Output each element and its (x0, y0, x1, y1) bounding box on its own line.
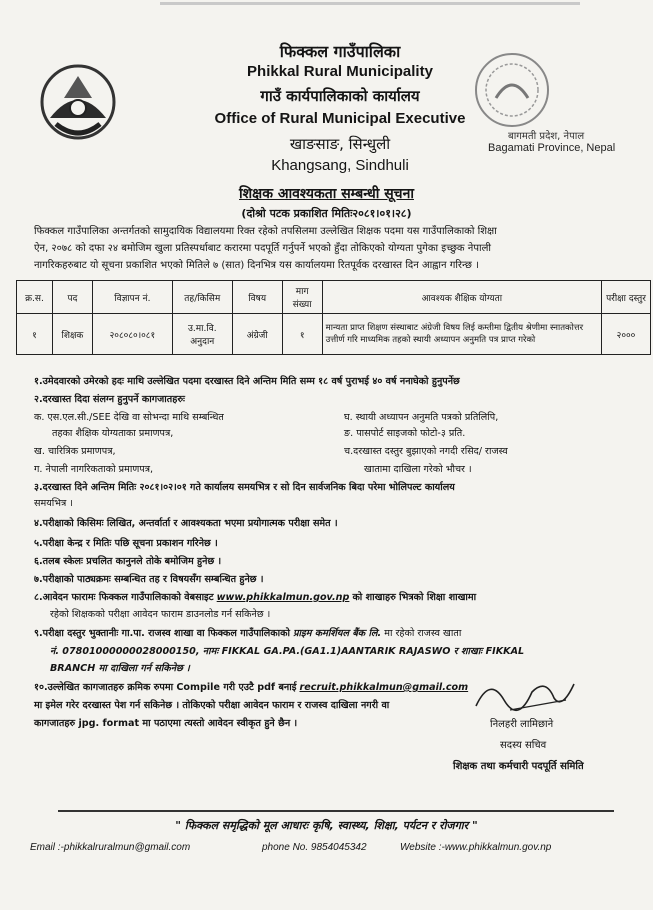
cell-qualification: मान्यता प्राप्त शिक्षण संस्थाबाट अंग्रेजी विषय लिई कम्तीमा द्वितीय श्रेणीमा स्नातकोत्तर उत्तीर्ण गरि माध्यमिक तहको स्थायी अध्यापन अनुमति पत्र प्राप्त गरेको (322, 314, 601, 355)
cell-adv-no: २०८०८०।०८१ (92, 314, 172, 355)
recruit-email-link[interactable]: recruit.phikkalmun@gmail.com (299, 682, 469, 693)
term-documents-heading: २.दरखास्त दिदा संलग्न हुनुपर्ने कागजातहरुः (34, 394, 186, 405)
term-salary: ६.तलब स्केलः प्रचलित कानुनले तोके बमोजिम हुनेछ । (34, 556, 222, 567)
term-fee-text-cont: मा रहेको राजस्व खाता (384, 628, 462, 639)
signer-name: निलहरी लामिछाने (490, 719, 554, 730)
footer-email[interactable]: Email :-phikkalruralmun@gmail.com (30, 842, 191, 853)
term-fee-account: नं. 07801000000028000150, नामः FIKKAL GA.PA.(GA1.1)AANTARIK RAJASWO र शाखाः FIKKAL (50, 646, 525, 657)
term-exam-type: ४.परीक्षाको किसिमः लिखित, अन्तर्वार्ता र आवश्यकता भएमा प्रयोगात्मक परीक्षा समेत । (34, 518, 338, 529)
col-header-fee: परीक्षा दस्तुर (602, 281, 651, 314)
notice-intro (34, 223, 618, 274)
signature-icon (470, 670, 580, 716)
committee-name: शिक्षक तथा कर्मचारी पदपूर्ति समिति (453, 761, 584, 772)
doc-item: च.दरखास्त दस्तुर बुझाएको नगदी रसिद/ राजस्व (344, 446, 508, 457)
notice-subtitle: (दोश्रो पटक प्रकाशित मितिः२०८१।०१।२८) (241, 207, 412, 220)
term-form-text-cont: को शाखाहरु भित्रको शिक्षा शाखामा (352, 592, 477, 603)
cell-post: शिक्षक (52, 314, 92, 355)
scan-edge (160, 2, 580, 5)
doc-item: ङ. पासपोर्ट साइजको फोटो-३ प्रति. (344, 428, 466, 439)
location-np: खाङसाङ, सिन्धुली (289, 135, 391, 153)
term-form-text: ८.आवेदन फारामः फिक्कल गाउँपालिकाको वेबसाइट (34, 592, 214, 603)
term-fee-branch: BRANCH मा दाखिला गर्न सकिनेछ । (50, 663, 190, 674)
footer-phone: phone No. 9854045342 (262, 842, 367, 853)
cell-level: उ.मा.वि. अनुदान (172, 314, 232, 355)
term-deadline-cont: समयभित्र । (34, 498, 73, 509)
bank-name: प्राइम कमर्शियल बैंक लि. (293, 628, 382, 639)
notice-title: शिक्षक आवश्यकता सम्बन्धी सूचना (239, 186, 414, 202)
province-stamp-icon (470, 48, 554, 132)
vacancy-table (16, 280, 651, 355)
doc-item: ख. चारित्रिक प्रमाणपत्र, (34, 446, 116, 457)
term-submission-cont: मा इमेल गरेर दरखास्त पेश गर्न सकिनेछ । तोकिएको परीक्षा आवेदन फाराम र राजस्व दाखिला नगरी वा (34, 700, 390, 711)
office-name-np: गाउँ कार्यपालिकाको कार्यालय (260, 87, 420, 105)
doc-item: तहका शैक्षिक योग्यताका प्रमाणपत्र, (52, 428, 174, 439)
term-form-download: रहेको शिक्षकको परीक्षा आवेदन फाराम डाउनलोड गर्न सकिनेछ । (50, 609, 271, 620)
cell-subject: अंग्रेजी (232, 314, 282, 355)
term-syllabus: ७.परीक्षाको पाठ्यक्रमः सम्बन्धित तह र विषयसँग सम्बन्धित हुनेछ । (34, 574, 264, 585)
col-header-adv-no: विज्ञापन नं. (92, 281, 172, 314)
term-deadline-text: ३.दरखास्त दिने अन्तिम मितिः २०८१।०२।०१ गते कार्यालय समयभित्र र सो दिन सार्वजनिक बिदा परेमा भोलिपल्ट कार्यालय (34, 482, 455, 493)
term-age-limit: १.उमेदवारको उमेरको हदः माथि उल्लेखित पदमा दरखास्त दिने अन्तिम मिति सम्म १८ वर्ष पुराभई ४० वर्ष ननाघेको हुनुपर्नेछ (34, 376, 460, 387)
intro-line: नागरिकहरुबाट यो सूचना प्रकाशित भएको मितिले ७ (सात) दिनभित्र यस कार्यालयमा रितपूर्वक दरखास्त दिन आह्वान गरिन्छ । (34, 260, 479, 271)
footer-divider (58, 810, 614, 812)
table-row (17, 314, 651, 355)
cell-fee: २००० (602, 314, 651, 355)
cell-count: १ (282, 314, 322, 355)
col-header-count: माग संख्या (282, 281, 322, 314)
term-application-form (34, 590, 476, 603)
term-exam-centre: ५.परीक्षा केन्द्र र मितिः पछि सूचना प्रकाशन गरिनेछ । (34, 538, 218, 549)
office-name-en: Office of Rural Municipal Executive (214, 110, 466, 127)
municipality-name-en: Phikkal Rural Municipality (247, 63, 433, 80)
location-en: Khangsang, Sindhuli (271, 157, 409, 174)
term-submission-text: १०.उल्लेखित कागजातहरु क्रमिक रुपमा Compile गरी एउटै pdf बनाई (34, 682, 297, 693)
term-submission-warning: कागजातहरु jpg. format मा पठाएमा त्यस्तो आवेदन स्वीकृत हुने छैन । (34, 718, 298, 729)
intro-line: ऐन, २०७८ को दफा २४ बमोजिम खुला प्रतिस्पर्धाबाट करारमा पदपूर्ति गर्नुपर्ने भएको हुँदा तोकिएको योग्यता पुगेका इच्छुक नेपाली (34, 243, 491, 254)
province-name-en: Bagamati Province, Nepal (488, 142, 616, 154)
cell-sn: १ (17, 314, 53, 355)
term-submission (34, 680, 468, 693)
col-header-level: तह/किसिम (172, 281, 232, 314)
footer-slogan: " फिक्कल समृद्धिको मूल आधारः कृषि, स्वास्थ्य, शिक्षा, पर्यटन र रोजगार " (175, 819, 478, 832)
term-fee-text: ९.परीक्षा दस्तुर भुक्तानीः गा.पा. राजस्व शाखा वा फिक्कल गाउँपालिकाको (34, 628, 290, 639)
website-link[interactable]: www.phikkalmun.gov.np (216, 592, 350, 603)
doc-item: ग. नेपाली नागरिकताको प्रमाणपत्र, (34, 464, 154, 475)
col-header-sn: क्र.स. (17, 281, 53, 314)
province-name-np: बागमती प्रदेश, नेपाल (508, 131, 585, 142)
municipality-name-np: फिक्कल गाउँपालिका (279, 42, 401, 61)
table-header-row (17, 281, 651, 314)
col-header-subject: विषय (232, 281, 282, 314)
nepal-emblem-icon (36, 58, 120, 144)
signer-position: सदस्य सचिव (500, 740, 547, 751)
doc-item: घ. स्थायी अध्यापन अनुमति पत्रको प्रतिलिपि, (344, 412, 499, 423)
doc-item: क. एस.एल.सी./SEE देखि वा सोभन्दा माथि सम्बन्धित (34, 412, 224, 423)
doc-item: खातामा दाखिला गरेको भौचर । (364, 464, 472, 475)
col-header-post: पद (52, 281, 92, 314)
term-deadline (34, 480, 455, 493)
intro-line: फिक्कल गाउँपालिका अन्तर्गतको सामुदायिक विद्यालयमा रिक्त रहेको तपसिलमा उल्लेखित शिक्षक पदमा यस गाउँपालिकाको शिक्षा (34, 226, 497, 237)
footer-website[interactable]: Website :-www.phikkalmun.gov.np (400, 842, 552, 853)
col-header-qualification: आवश्यक शैक्षिक योग्यता (322, 281, 601, 314)
term-fee-payment (34, 626, 461, 639)
